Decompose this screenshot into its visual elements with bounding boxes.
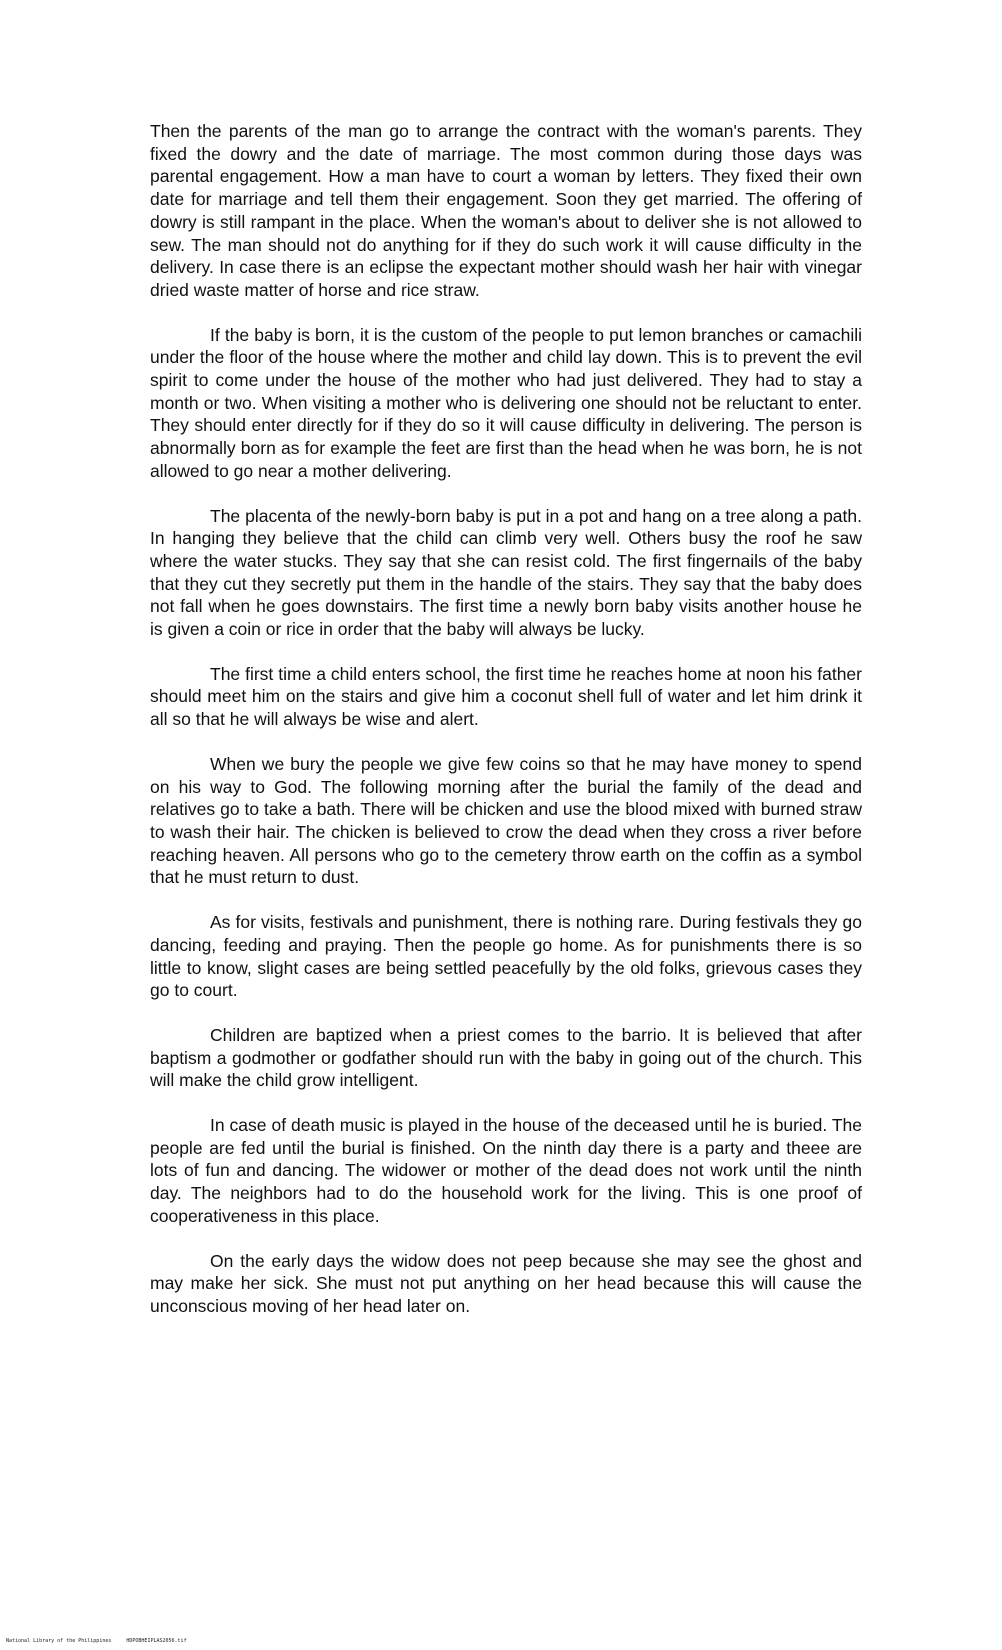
- paragraph-baptism-customs: Children are baptized when a priest comes to the barrio. It is believed that after baptism a godmother or godfather should run with the baby in going out of the church. This will make the child grow intelligent.: [150, 1024, 862, 1091]
- document-body: [150, 120, 862, 1340]
- paragraph-marriage-customs: Then the parents of the man go to arrange the contract with the woman's parents. They fixed the dowry and the date of marriage. The most common during those days was parental engagement. How a man have to court a woman by letters. They fixed their own date for marriage and tell them their engagement. Soon they get married. The offering of dowry is still rampant in the place. When the woman's about to deliver she is not allowed to sew. The man should not do anything for if they do such work it will cause difficulty in the delivery. In case there is an eclipse the expectant mother should wash her hair with vinegar dried waste matter of horse and rice straw.: [150, 121, 862, 300]
- paragraph-burial-customs: When we bury the people we give few coins so that he may have money to spend on his way to God. The following morning after the burial the family of the dead and relatives go to take a bath. There will be chicken and use the blood mixed with burned straw to wash their hair. The chicken is believed to crow the dead when they cross a river before reaching heaven. All persons who go to the cemetery throw earth on the coffin as a symbol that he must return to dust.: [150, 753, 862, 888]
- footer-file-code: HDPOBHEIPLAS2056.tif: [126, 1638, 187, 1644]
- page-footer: [6, 1638, 187, 1644]
- footer-library-name: National Library of the Philippines: [6, 1638, 112, 1644]
- paragraph-death-customs: In case of death music is played in the house of the deceased until he is buried. The people are fed until the burial is finished. On the ninth day there is a party and theee are lots of fun and dancing. The widower or mother of the dead does not work until the ninth day. The neighbors had to do the household work for the living. This is one proof of cooperativeness in this place.: [150, 1115, 862, 1226]
- paragraph-placenta-customs: The placenta of the newly-born baby is put in a pot and hang on a tree along a path. In hanging they believe that the child can climb very well. Others busy the roof he saw where the water stucks. They say that she can resist cold. The first fingernails of the baby that they cut they secretly put them in the handle of the stairs. They say that the baby does not fall when he goes downstairs. The first time a newly born baby visits another house he is given a coin or rice in order that the baby will always be lucky.: [150, 505, 862, 640]
- paragraph-school-customs: The first time a child enters school, the first time he reaches home at noon his father should meet him on the stairs and give him a coconut shell full of water and let him drink it all so that he will always be wise and alert.: [150, 663, 862, 730]
- paragraph-festivals-punishment: As for visits, festivals and punishment, there is nothing rare. During festivals they go dancing, feeding and praying. Then the people go home. As for punishments there is so little to know, slight cases are being settled peacefully by the old folks, grievous cases they go to court.: [150, 912, 862, 1001]
- paragraph-widow-customs: On the early days the widow does not peep because she may see the ghost and may make her sick. She must not put anything on her head because this will cause the unconscious moving of her head later on.: [150, 1250, 862, 1316]
- paragraph-childbirth-customs: If the baby is born, it is the custom of the people to put lemon branches or camachili under the floor of the house where the mother and child lay down. This is to prevent the evil spirit to come under the house of the mother who had just delivered. They had to stay a month or two. When visiting a mother who is delivering one should not be reluctant to enter. They should enter directly for if they do so it will cause difficulty in delivering. The person is abnormally born as for example the feet are first than the head when he was born, he is not allowed to go near a mother delivering.: [150, 324, 862, 481]
